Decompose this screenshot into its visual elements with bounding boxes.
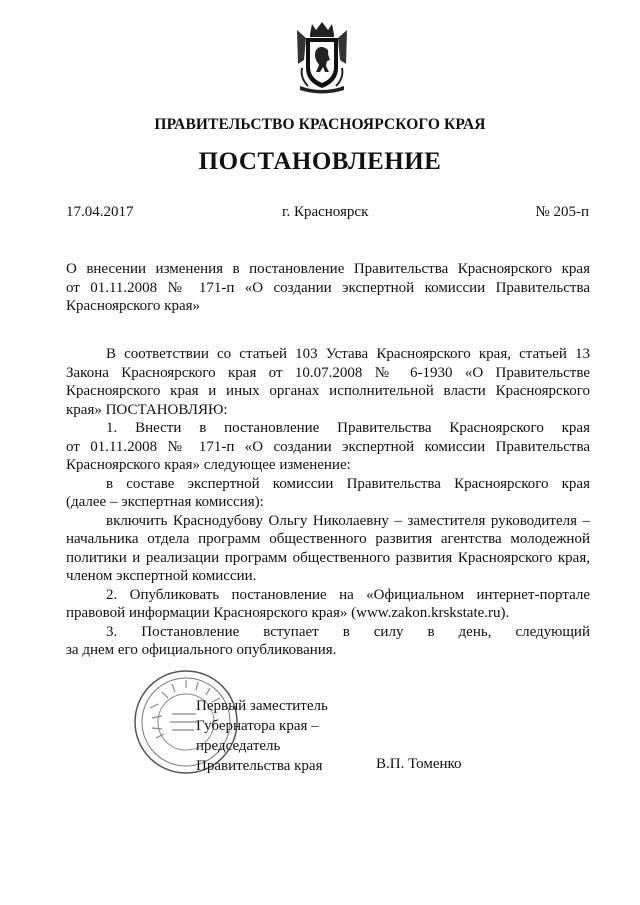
- organization-title: ПРАВИТЕЛЬСТВО КРАСНОЯРСКОГО КРАЯ: [154, 116, 486, 133]
- body-line: 1. Внести в постановление Правительства Красноярского края: [106, 420, 590, 436]
- body-line: политики и реализации программ общественного развития Красноярского края,: [66, 549, 590, 566]
- signatory-title-line: Губернатора края –: [196, 718, 319, 734]
- signatory-title-line: Первый заместитель: [196, 698, 328, 714]
- signatory-title: [196, 696, 328, 776]
- body-line: членом экспертной комиссии.: [66, 568, 257, 584]
- body-line: В соответствии со статьей 103 Устава Красноярского края, статьей 13: [106, 346, 590, 362]
- body-line: 3. Постановление вступает в силу в день, следующий: [106, 623, 590, 640]
- body-line: в составе экспертной комиссии Правительства Красноярского края: [106, 475, 590, 492]
- document-type-title: ПОСТАНОВЛЕНИЕ: [198, 148, 442, 175]
- body-line: края» ПОСТАНОВЛЯЮ:: [66, 401, 228, 418]
- signatory-name: В.П. Томенко: [376, 756, 462, 772]
- body-line: Закона Красноярского края от 10.07.2008 № 6-1930 «О Правительстве: [66, 364, 590, 381]
- subject-line: О внесении изменения в постановление Правительства Красноярского края: [66, 261, 590, 277]
- body-line: Красноярского края» следующее изменение:: [66, 457, 351, 473]
- subject-line: Красноярского края»: [66, 298, 201, 314]
- body-line: включить Краснодубову Ольгу Николаевну – заместителя руководителя –: [106, 512, 590, 529]
- krasnoyarsk-coat-of-arms-icon: [294, 20, 350, 96]
- signatory-title-line: председатель: [196, 738, 281, 754]
- document-date: 17.04.2017: [66, 204, 134, 220]
- body-line: начальника отдела программ общественного развития агентства молодежной: [66, 531, 590, 547]
- body-line: (далее – экспертная комиссия):: [66, 494, 264, 510]
- document-number: № 205-п: [535, 204, 589, 220]
- body-line: от 01.11.2008 № 171-п «О создании экспертной комиссии Правительства: [66, 438, 590, 455]
- document-city: г. Красноярск: [282, 204, 369, 220]
- body-line: правовой информации Красноярского края» (www.zakon.krskstate.ru).: [66, 605, 510, 621]
- body-line: Красноярского края и иных органах исполнительной власти Красноярского: [66, 383, 590, 399]
- document-body: [66, 345, 590, 660]
- subject-line: от 01.11.2008 № 171-п «О создании экспертной комиссии Правительства: [66, 279, 590, 296]
- document-subject: [66, 260, 590, 316]
- signatory-title-line: Правительства края: [196, 758, 323, 774]
- body-line: 2. Опубликовать постановление на «Официальном интернет-портале: [106, 586, 590, 603]
- body-line: за днем его официального опубликования.: [66, 642, 337, 658]
